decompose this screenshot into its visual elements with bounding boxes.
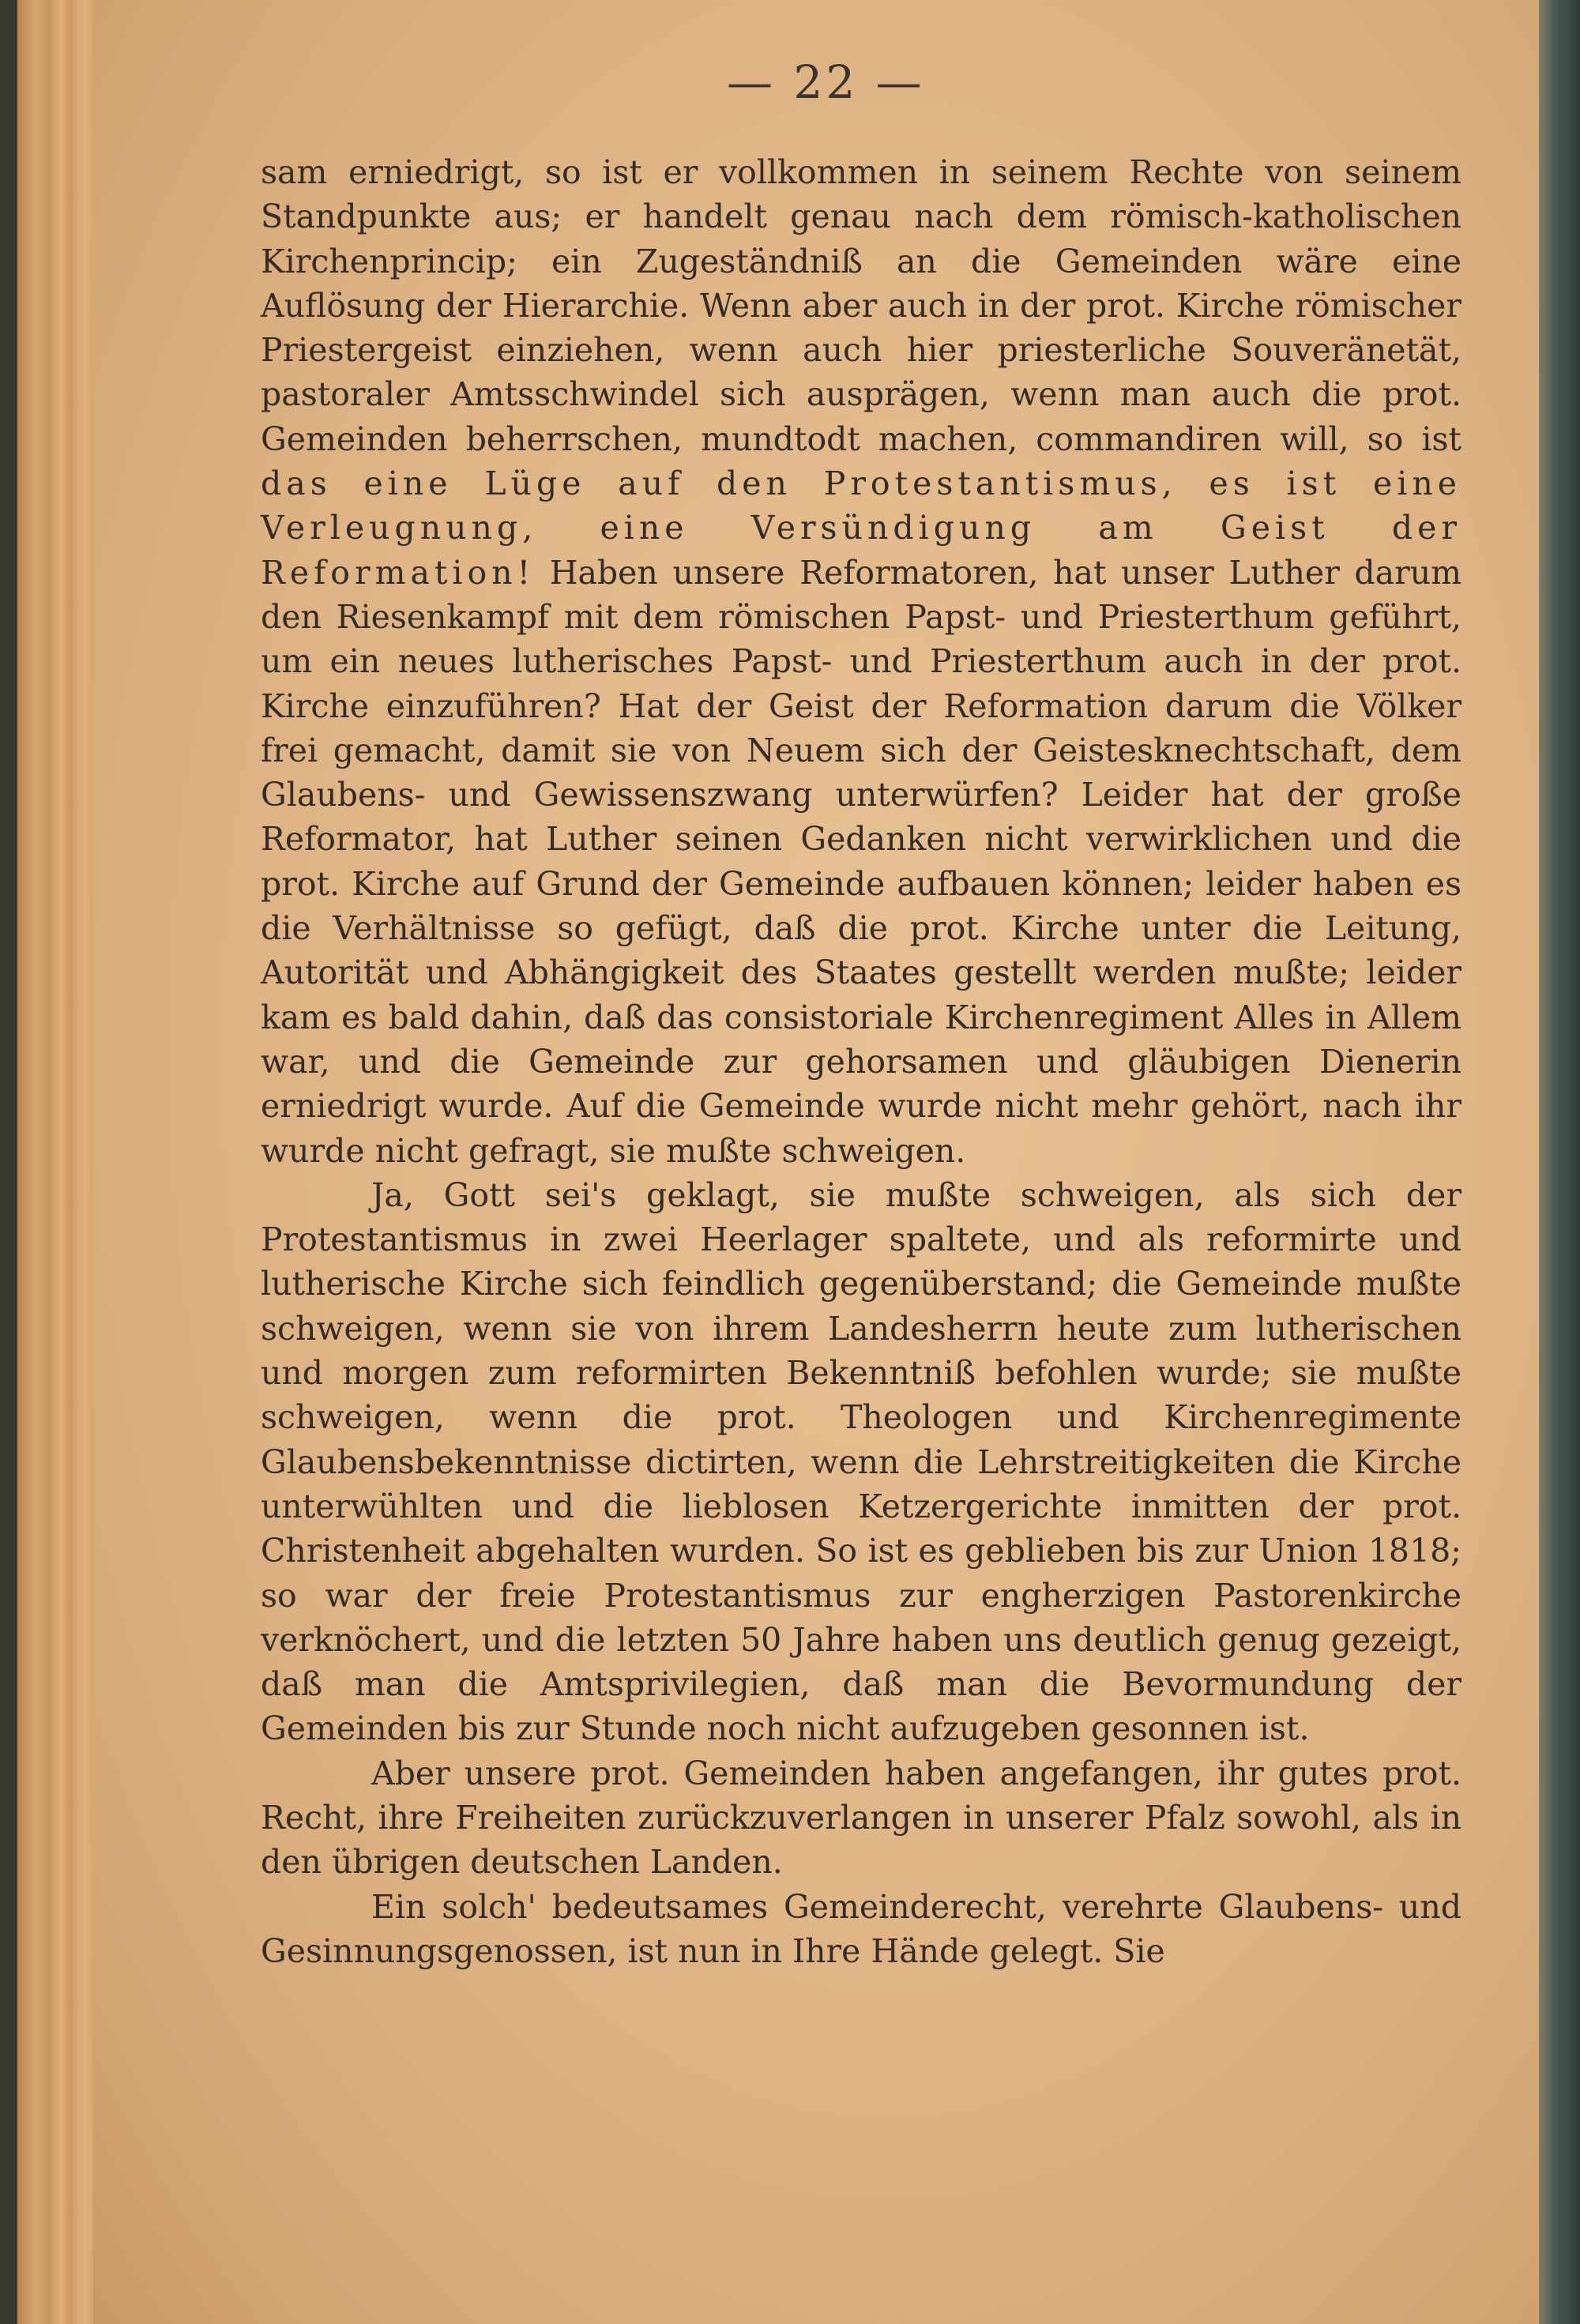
book-gutter <box>1539 0 1580 2324</box>
text-segment: Ein solch' bedeutsames Gemeinderecht, verehrte Glaubens- und Gesinnungsgenossen, ist nun in Ihre Hände gelegt. Sie <box>261 1887 1462 1970</box>
emphasized-text: das eine Lüge auf den Protestantismus, es ist eine Verleugnung, eine Versündigung am Geist der Reformation! <box>261 464 1462 592</box>
text-segment: Aber unsere prot. Gemeinden haben angefangen, ihr gutes prot. Recht, ihre Freiheiten zurückzuverlangen in unserer Pfalz sowohl, als in den übrigen deutschen Landen. <box>261 1754 1462 1882</box>
paragraph <box>261 1885 1462 1974</box>
paragraph <box>261 1173 1462 1751</box>
page-stack-edge <box>49 0 73 2324</box>
page-number: — 22 — <box>727 55 925 109</box>
page-stack-edge <box>17 0 49 2324</box>
paragraph <box>261 150 1462 1173</box>
text-segment: Ja, Gott sei's geklagt, sie mußte schweigen, als sich der Protestantismus in zwei Heerlager spaltete, und als reformirte und lutherische Kirche sich feindlich gegenüberstand; die Gemeinde mußte schweigen, wenn sie von ihrem Landesherrn heute zum lutherischen und morgen zum reformirten Bekenntniß befohlen wurde; sie mußte schweigen, wenn die prot. Theologen und Kirchenregimente Glaubensbekenntnisse dictirten, wenn die Lehrstreitigkeiten die Kirche unterwühlten und die lieblosen Ketzergerichte inmitten der prot. Christenheit abgehalten wurden. So ist es geblieben bis zur Union 1818; so war der freie Protestantismus zur engherzigen Pastorenkirche verknöchert, und die letzten 50 Jahre haben uns deutlich genug gezeigt, daß man die Amtsprivilegien, daß man die Bevormundung der Gemeinden bis zur Stunde noch nicht aufzugeben gesonnen ist. <box>261 1175 1462 1748</box>
text-segment: Haben unsere Reformatoren, hat unser Luther darum den Riesenkampf mit dem römischen Papst- und Priesterthum geführt, um ein neues lutherisches Papst- und Priesterthum auch in der prot. Kirche einzuführen? Hat der Geist der Reformation darum die Völker frei gemacht, damit sie von Neuem sich der Geistesknechtschaft, dem Glaubens- und Gewissenszwang unterwürfen? Leider hat der große Reformator, hat Luther seinen Gedanken nicht verwirklichen und die prot. Kirche auf Grund der Gemeinde aufbauen können; leider haben es die Verhältnisse so gefügt, daß die prot. Kirche unter die Leitung, Autorität und Abhängigkeit des Staates gestellt werden mußte; leider kam es bald dahin, daß das consistoriale Kirchenregiment Alles in Allem war, und die Gemeinde zur gehorsamen und gläubigen Dienerin erniedrigt wurde. Auf die Gemeinde wurde nicht mehr gehört, nach ihr wurde nicht gefragt, sie mußte schweigen. <box>261 553 1462 1170</box>
body-text <box>261 150 1462 1973</box>
book-edge-shadow <box>0 0 17 2324</box>
page-stack-edge <box>73 0 93 2324</box>
text-segment: sam erniedrigt, so ist er vollkommen in seinem Rechte von seinem Standpunkte aus; er handelt genau nach dem römisch-katholischen Kirchenprincip; ein Zugeständniß an die Gemeinden wäre eine Auflösung der Hierarchie. Wenn aber auch in der prot. Kirche römischer Priestergeist einziehen, wenn auch hier priesterliche Souveränetät, pastoraler Amtsschwindel sich ausprägen, wenn man auch die prot. Gemeinden beherrschen, mundtodt machen, commandiren will, so ist <box>261 153 1462 458</box>
paragraph <box>261 1751 1462 1885</box>
